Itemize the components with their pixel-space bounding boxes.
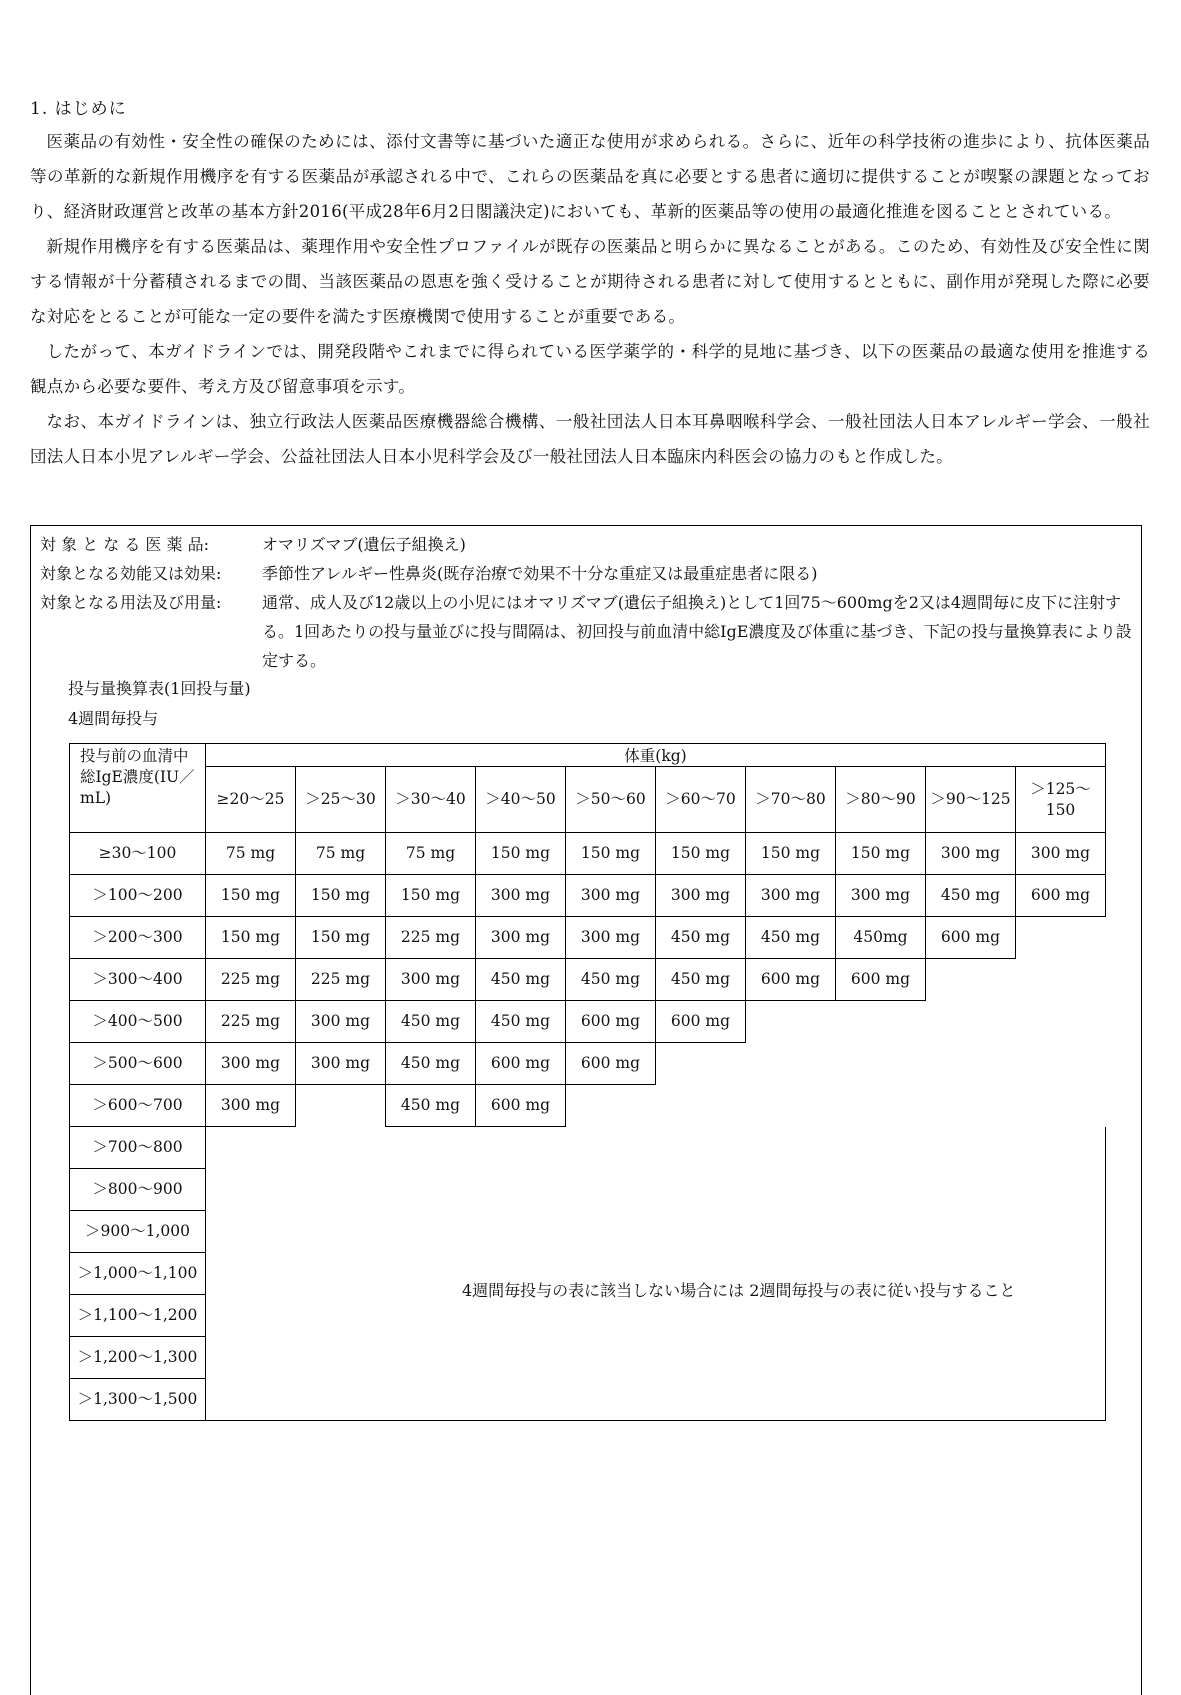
- dose-cell: 225 mg: [206, 959, 296, 1001]
- empty-cell: [1016, 1043, 1106, 1085]
- empty-cell: [836, 1001, 926, 1043]
- indication-label: 対象となる効能又は効果:: [40, 564, 222, 583]
- weight-range-header: ≥20～25: [206, 767, 296, 833]
- empty-cell: [296, 1085, 386, 1127]
- dose-cell: 300 mg: [836, 875, 926, 917]
- table-row: [70, 1043, 1106, 1085]
- dose-cell: 600 mg: [836, 959, 926, 1001]
- weight-range-header: ＞25～30: [296, 767, 386, 833]
- dose-table-body: [70, 833, 1106, 1421]
- dose-cell: 600 mg: [926, 917, 1016, 959]
- dose-cell: 450 mg: [656, 917, 746, 959]
- dosage-row: [40, 588, 1142, 675]
- weight-range-header: ＞40～50: [476, 767, 566, 833]
- dose-cell: 300 mg: [566, 875, 656, 917]
- ige-level-cell: ≥30～100: [70, 833, 206, 875]
- empty-cell: [656, 1043, 746, 1085]
- dose-cell: 75 mg: [296, 833, 386, 875]
- dose-cell: 450 mg: [746, 917, 836, 959]
- dose-cell: 300 mg: [296, 1001, 386, 1043]
- dose-cell: 150 mg: [656, 833, 746, 875]
- empty-cell: [926, 959, 1016, 1001]
- dose-cell: 300 mg: [566, 917, 656, 959]
- ige-level-cell: ＞900～1,000: [70, 1211, 206, 1253]
- empty-cell: [746, 1001, 836, 1043]
- dose-cell: 150 mg: [296, 917, 386, 959]
- weight-range-header: ＞30～40: [386, 767, 476, 833]
- dose-cell: 450 mg: [926, 875, 1016, 917]
- dose-cell: 150 mg: [296, 875, 386, 917]
- empty-cell: [1016, 959, 1106, 1001]
- empty-cell: [1016, 1001, 1106, 1043]
- table-row: [70, 1085, 1106, 1127]
- ige-level-cell: ＞200～300: [70, 917, 206, 959]
- ige-level-cell: ＞1,300～1,500: [70, 1379, 206, 1421]
- table-row: [70, 875, 1106, 917]
- dose-cell: 600 mg: [746, 959, 836, 1001]
- empty-cell: [746, 1085, 836, 1127]
- ige-level-cell: ＞800～900: [70, 1169, 206, 1211]
- dose-cell: 450 mg: [566, 959, 656, 1001]
- empty-cell: [656, 1085, 746, 1127]
- indication-row: [40, 559, 1142, 588]
- empty-cell: [926, 1085, 1016, 1127]
- dose-cell: 300 mg: [1016, 833, 1106, 875]
- empty-cell: [1016, 1085, 1106, 1127]
- intro-paragraph: 医薬品の有効性・安全性の確保のためには、添付文書等に基づいた適正な使用が求められる。さらに、近年の科学技術の進歩により、抗体医薬品等の革新的な新規作用機序を有する医薬品が承認される中で、これらの医薬品を真に必要とする患者に適切に提供することが喫緊の課題となっており、経済財政運営と改革の基本方針2016(平成28年6月2日閣議決定)においても、革新的医薬品等の使用の最適化推進を図ることとされている。: [30, 132, 1150, 221]
- empty-cell: [836, 1043, 926, 1085]
- dose-cell: 225 mg: [386, 917, 476, 959]
- table-note: 4週間毎投与の表に該当しない場合には 2週間毎投与の表に従い投与すること: [462, 1281, 1016, 1300]
- dose-cell: 600 mg: [566, 1001, 656, 1043]
- dose-cell: 450 mg: [476, 959, 566, 1001]
- dose-cell: 150 mg: [206, 917, 296, 959]
- dose-cell: 150 mg: [206, 875, 296, 917]
- ige-level-cell: ＞600～700: [70, 1085, 206, 1127]
- dose-cell: 300 mg: [476, 917, 566, 959]
- ige-level-cell: ＞700～800: [70, 1127, 206, 1169]
- intro-paragraph: 新規作用機序を有する医薬品は、薬理作用や安全性プロファイルが既存の医薬品と明らかに異なることがある。このため、有効性及び安全性に関する情報が十分蓄積されるまでの間、当該医薬品の恩恵を強く受けることが期待される患者に対して使用するとともに、副作用が発現した際に必要な対応をとることが可能な一定の要件を満たす医療機関で使用することが重要である。: [30, 237, 1150, 326]
- dose-cell: 150 mg: [566, 833, 656, 875]
- ige-level-cell: ＞300～400: [70, 959, 206, 1001]
- dose-cell: 300 mg: [206, 1085, 296, 1127]
- dose-cell: 600 mg: [476, 1043, 566, 1085]
- dose-cell: 300 mg: [656, 875, 746, 917]
- empty-cell: [926, 1043, 1016, 1085]
- intro-paragraph: したがって、本ガイドラインでは、開発段階やこれまでに得られている医学薬学的・科学的見地に基づき、以下の医薬品の最適な使用を推進する観点から必要な要件、考え方及び留意事項を示す。: [30, 342, 1150, 396]
- ige-level-cell: ＞100～200: [70, 875, 206, 917]
- ige-header: 投与前の血清中総IgE濃度(IU／mL): [70, 744, 206, 833]
- empty-cell: [926, 1001, 1016, 1043]
- table-row: [70, 1001, 1106, 1043]
- empty-cell: [746, 1043, 836, 1085]
- intro-text: [30, 124, 1150, 474]
- drug-label: 対 象 と な る 医 薬 品:: [40, 535, 209, 554]
- weight-range-header: ＞60～70: [656, 767, 746, 833]
- dose-cell: 450 mg: [476, 1001, 566, 1043]
- dose-cell: 150 mg: [476, 833, 566, 875]
- ige-level-cell: ＞1,000～1,100: [70, 1253, 206, 1295]
- dose-cell: 450 mg: [656, 959, 746, 1001]
- weight-range-header: ＞80～90: [836, 767, 926, 833]
- weight-range-header: ＞90～125: [926, 767, 1016, 833]
- dose-cell: 225 mg: [206, 1001, 296, 1043]
- weight-group-header: 体重(kg): [206, 744, 1106, 767]
- dose-cell: 150 mg: [836, 833, 926, 875]
- dose-cell: 450mg: [836, 917, 926, 959]
- dose-cell: 300 mg: [386, 959, 476, 1001]
- drug-info: [40, 530, 1142, 675]
- dose-cell: 300 mg: [476, 875, 566, 917]
- dose-cell: 600 mg: [1016, 875, 1106, 917]
- empty-cell: [836, 1085, 926, 1127]
- empty-cell: [1016, 917, 1106, 959]
- dose-cell: 300 mg: [206, 1043, 296, 1085]
- dose-cell: 75 mg: [386, 833, 476, 875]
- table-row: [70, 959, 1106, 1001]
- dosage-value: 通常、成人及び12歳以上の小児にはオマリズマブ(遺伝子組換え)として1回75～600mgを2又は4週間毎に皮下に注射する。1回あたりの投与量並びに投与間隔は、初回投与前血清中総IgE濃度及び体重に基づき、下記の投与量換算表により設定する。: [262, 593, 1132, 670]
- dose-cell: 75 mg: [206, 833, 296, 875]
- weight-range-header: ＞50～60: [566, 767, 656, 833]
- table-subtitle: 4週間毎投与: [68, 709, 159, 728]
- dose-cell: 300 mg: [926, 833, 1016, 875]
- weight-range-header: ＞70～80: [746, 767, 836, 833]
- table-title: 投与量換算表(1回投与量): [68, 679, 251, 698]
- table-row: [70, 917, 1106, 959]
- dose-cell: 150 mg: [746, 833, 836, 875]
- dose-cell: 600 mg: [656, 1001, 746, 1043]
- dose-cell: 600 mg: [566, 1043, 656, 1085]
- section-heading: 1. はじめに: [30, 99, 127, 119]
- dose-table: [69, 743, 1106, 1421]
- indication-value: 季節性アレルギー性鼻炎(既存治療で効果不十分な重症又は最重症患者に限る): [262, 564, 818, 583]
- weight-header-row: [70, 767, 1106, 833]
- empty-cell: [566, 1085, 656, 1127]
- dose-cell: 300 mg: [296, 1043, 386, 1085]
- intro-paragraph: なお、本ガイドラインは、独立行政法人医薬品医療機器総合機構、一般社団法人日本耳鼻咽喉科学会、一般社団法人日本アレルギー学会、一般社団法人日本小児アレルギー学会、公益社団法人日本小児科学会及び一般社団法人日本臨床内科医会の協力のもと作成した。: [30, 412, 1150, 466]
- dosage-label: 対象となる用法及び用量:: [40, 593, 222, 612]
- table-row: [70, 1127, 1106, 1169]
- dose-cell: 300 mg: [746, 875, 836, 917]
- ige-level-cell: ＞400～500: [70, 1001, 206, 1043]
- dose-cell: 450 mg: [386, 1085, 476, 1127]
- weight-range-header: ＞125～150: [1016, 767, 1106, 833]
- ige-level-cell: ＞1,200～1,300: [70, 1337, 206, 1379]
- dose-cell: 450 mg: [386, 1043, 476, 1085]
- dose-cell: 450 mg: [386, 1001, 476, 1043]
- ige-level-cell: ＞500～600: [70, 1043, 206, 1085]
- blank-region: [206, 1127, 1106, 1421]
- drug-row: [40, 530, 1142, 559]
- ige-level-cell: ＞1,100～1,200: [70, 1295, 206, 1337]
- drug-value: オマリズマブ(遺伝子組換え): [262, 535, 466, 554]
- dose-cell: 150 mg: [386, 875, 476, 917]
- table-row: [70, 833, 1106, 875]
- dose-cell: 225 mg: [296, 959, 386, 1001]
- dose-cell: 600 mg: [476, 1085, 566, 1127]
